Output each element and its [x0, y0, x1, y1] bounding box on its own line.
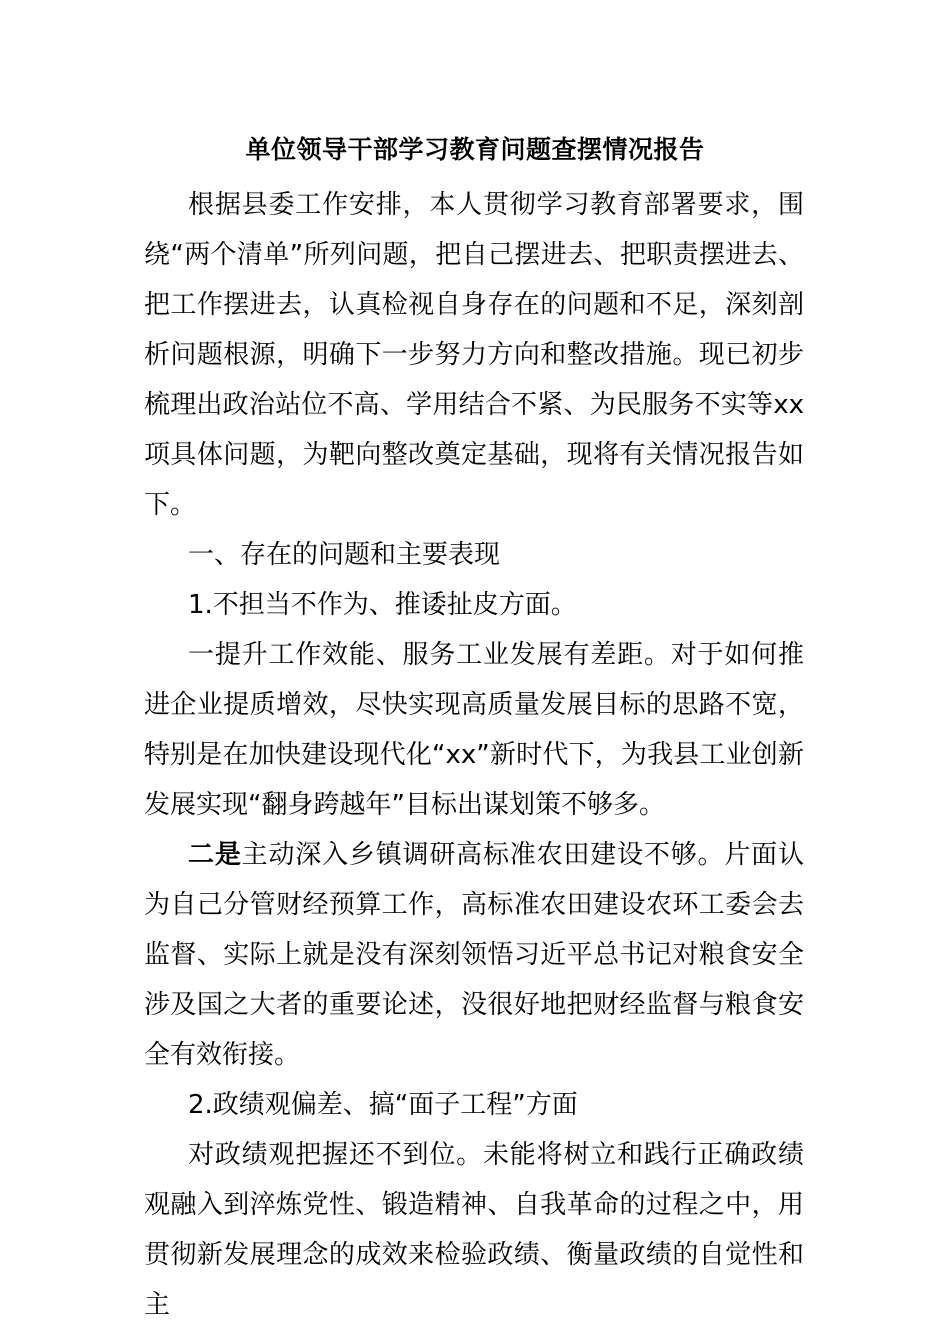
problem-paragraph-2: [144, 830, 804, 1080]
problem-paragraph-1: [144, 630, 804, 830]
paragraph-text: 根据县委工作安排，本人贯彻学习教育部署要求，围绕“两个清单”所列问题，把自己摆进去、把职责摆进去、把工作摆进去，认真检视自身存在的问题和不足，深刻剖析问题根源，明确下一步努力方向和整改措施。现已初步梳理出政治站位不高、学用结合不紧、为民服务不实等xx项具体问题，为靶向整改奠定基础，现将有关情况报告如下。: [144, 190, 804, 520]
paragraph-text: 主动深入乡镇调研高标准农田建设不够。片面认为自己分管财经预算工作，高标准农田建设农环工委会去监督、实际上就是没有深刻领悟习近平总书记对粮食安全涉及国之大者的重要论述，没很好地把财经监督与粮食安全有效衔接。: [144, 840, 804, 1070]
problem-paragraph-3: [144, 1130, 804, 1330]
subsection-heading-1: [144, 580, 804, 630]
paragraph-lead: 二是: [188, 840, 242, 870]
paragraph-text: 1.不担当不作为、推诿扯皮方面。: [188, 590, 577, 620]
document-title: 单位领导干部学习教育问题查摆情况报告: [245, 135, 705, 164]
subsection-heading-2: [144, 1080, 804, 1130]
paragraph-text: 对政绩观把握还不到位。未能将树立和践行正确政绩观融入到淬炼党性、锻造精神、自我革命的过程之中，用贯彻新发展理念的成效来检验政绩、衡量政绩的自觉性和主: [144, 1140, 804, 1320]
intro-paragraph: [144, 180, 804, 530]
paragraph-text: 一、存在的问题和主要表现: [188, 540, 501, 570]
paragraph-text: 一提升工作效能、服务工业发展有差距。对于如何推进企业提质增效，尽快实现高质量发展目标的思路不宽，特别是在加快建设现代化“xx”新时代下，为我县工业创新发展实现“翻身跨越年”目标出谋划策不够多。: [144, 640, 804, 820]
section-heading-problems: [144, 530, 804, 580]
paragraph-text: 2.政绩观偏差、搞“面子工程”方面: [188, 1090, 578, 1120]
document-body: [144, 180, 804, 1330]
